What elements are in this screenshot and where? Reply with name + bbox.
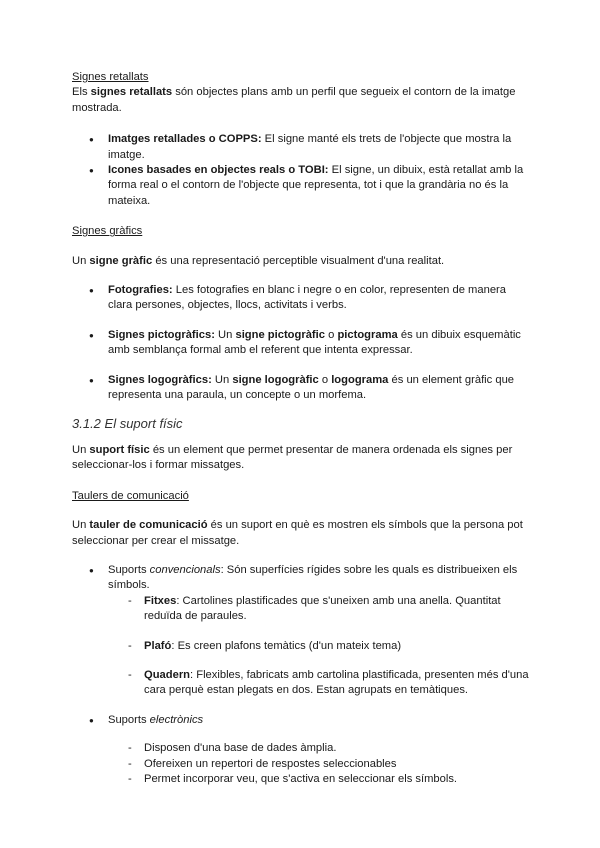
paragraph-taulers: Un tauler de comunicació és un suport en què es mostren els símbols que la persona pot seleccionar per crear el missatge. [72, 519, 523, 547]
section-heading-taulers: Taulers de comunicació [72, 489, 189, 502]
list-item: - Quadern: Flexibles, fabricats amb cartolina plastificada, presenten més d'una cara perquè estan plegats en dos. Estan agrupats en temàtiques. [108, 668, 532, 699]
dash-list-convencionals [108, 594, 532, 699]
paragraph-signes-retallats: Els signes retallats són objectes plans amb un perfil que segueix el contorn de la imatge mostrada. [72, 86, 516, 114]
document-page [72, 70, 532, 787]
list-item: ● Icones basades en objectes reals o TOBI: El signe, un dibuix, està retallat amb la forma real o el contorn de l'objecte que representa, tot i que la grandària no és la mateixa. [72, 163, 532, 209]
list-item: - Permet incorporar veu, que s'activa en seleccionar els símbols. [108, 772, 532, 787]
list-item: - Fitxes: Cartolines plastificades que s'uneixen amb una anella. Quantitat reduïda de paraules. [108, 594, 532, 625]
list-item: ● Signes pictogràfics: Un signe pictogràfic o pictograma és un dibuix esquemàtic amb semblança formal amb el referent que intenta expressar. [72, 328, 532, 359]
paragraph-suport-fisic: Un suport físic és un element que permet presentar de manera ordenada els signes per seleccionar-los i formar missatges. [72, 443, 513, 472]
list-item: - Disposen d'una base de dades àmplia. [108, 741, 532, 756]
list-item-suports-electronics: ● Suports electrònics - Disposen d'una base de dades àmplia. - Ofereixen un repertori de respostes seleccionables - Permet incorporar veu, que s'activa en seleccionar els símbols. [72, 713, 532, 788]
paragraph-signes-grafics: Un signe gràfic és una representació perceptible visualment d'una realitat. [72, 254, 445, 267]
list-item: ● Signes logogràfics: Un signe logogràfic o logograma és un element gràfic que representa una paraula, un concepte o un morfema. [72, 373, 532, 404]
bullet-list-suports [72, 563, 532, 787]
list-item-suports-convencionals: ● Suports convencionals: Són superfícies rígides sobre les quals es distribueixen els símbols. - Fitxes: Cartolines plastificades que s'uneixen amb una anella. Quantitat reduïda de paraules. - Plafó: Es creen plafons temàtics (d'un mateix tema) - Quadern: Flexibles, fabricats amb cartolina plastificada, presenten més d'una cara perquè estan plegats en dos. Estan agrupats en temàtiques. [72, 563, 532, 699]
list-item: ● Imatges retallades o COPPS: El signe manté els trets de l'objecte que mostra la imatge. [72, 132, 532, 163]
subsection-title-suport-fisic: 3.1.2 El suport físic [72, 415, 183, 431]
bullet-list-signes-grafics [72, 283, 532, 403]
section-heading-signes-grafics: Signes gràfics [72, 225, 143, 238]
bullet-list-signes-retallats [72, 132, 532, 209]
list-item: - Ofereixen un repertori de respostes seleccionables [108, 757, 532, 772]
dash-list-electronics [108, 741, 532, 787]
list-item: ● Fotografies: Les fotografies en blanc i negre o en color, representen de manera clara persones, objectes, llocs, activitats i verbs. [72, 283, 532, 314]
section-heading-signes-retallats: Signes retallats [72, 71, 149, 83]
list-item: - Plafó: Es creen plafons temàtics (d'un mateix tema) [108, 639, 532, 654]
